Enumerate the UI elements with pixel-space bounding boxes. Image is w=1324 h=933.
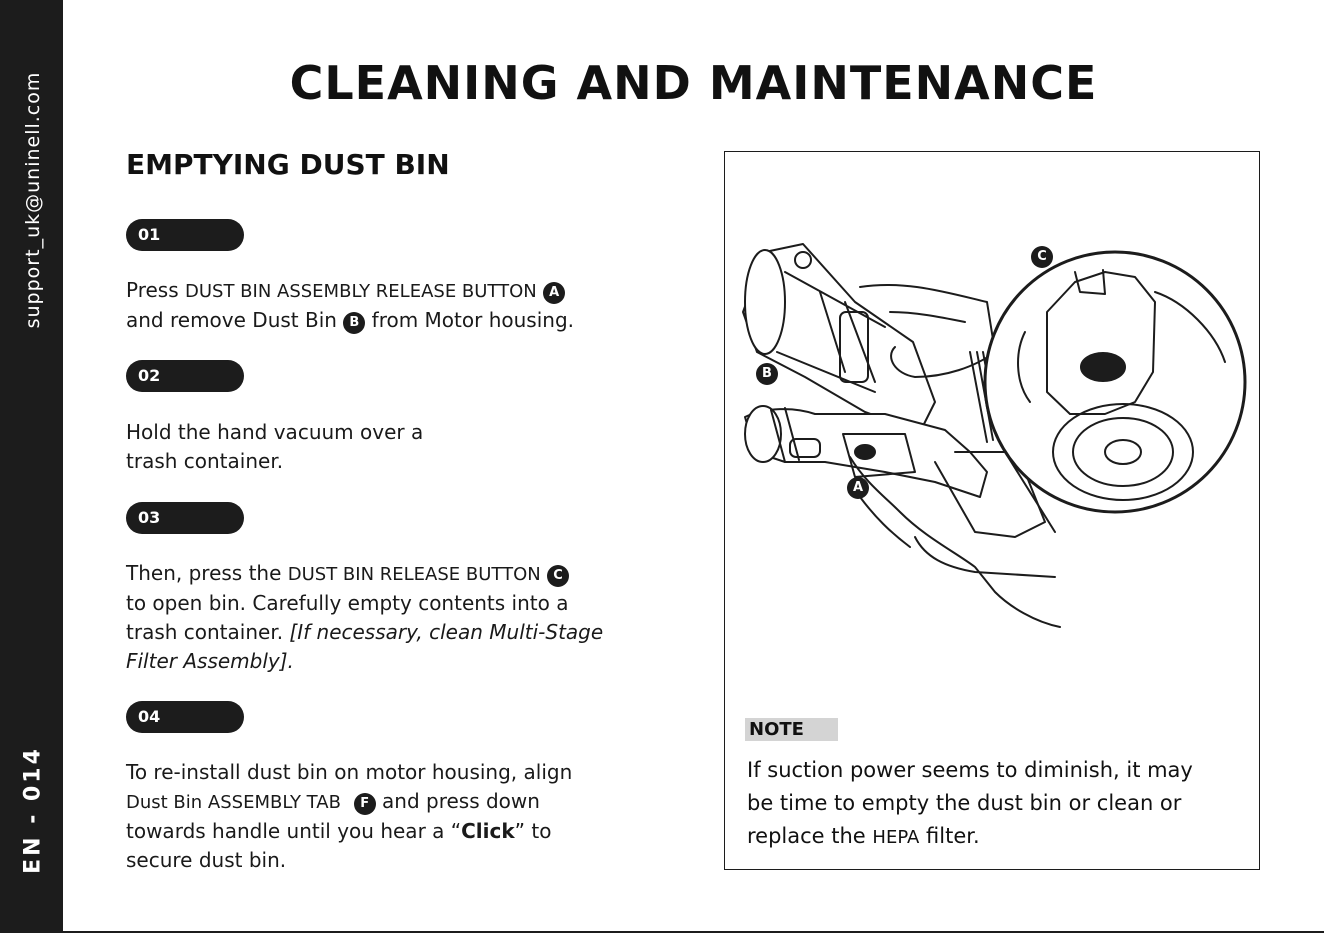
- note-text-part: replace the: [747, 824, 873, 848]
- callout-a-icon: A: [543, 282, 565, 304]
- step-text-part: ” to: [514, 819, 552, 843]
- callout-c-icon: C: [547, 565, 569, 587]
- step-text-part: Dust Bin: [126, 792, 208, 813]
- step-04-line-3: [126, 817, 572, 846]
- note-label: NOTE: [745, 718, 838, 741]
- figure-box: [724, 151, 1260, 870]
- step-text-part: ASSEMBLY TAB: [207, 792, 341, 813]
- note-line-3: [747, 820, 1227, 854]
- step-02-line-1: Hold the hand vacuum over a: [126, 420, 424, 444]
- step-03-line-3: [126, 618, 603, 647]
- step-text-part: and press down: [375, 789, 540, 813]
- step-number-02: 02: [126, 360, 244, 392]
- callout-f-icon: F: [354, 793, 376, 815]
- step-text-part: towards handle until you hear a “: [126, 819, 462, 843]
- step-03-line-4: Filter Assembly].: [126, 649, 294, 673]
- callout-a-label: A: [847, 477, 869, 499]
- page-title: CLEANING AND MAINTENANCE: [289, 56, 1098, 110]
- step-number-03: 03: [126, 502, 244, 534]
- sidebar: [0, 0, 63, 933]
- step-text-part: trash container.: [126, 620, 290, 644]
- step-01-line-2: [126, 306, 574, 335]
- step-04-text: [126, 758, 572, 875]
- note-line-1: If suction power seems to diminish, it may: [747, 758, 1193, 782]
- section-title: EMPTYING DUST BIN: [126, 148, 450, 181]
- step-01-text: [126, 276, 574, 335]
- callout-b-label: B: [756, 363, 778, 385]
- note-line-2: be time to empty the dust bin or clean or: [747, 791, 1182, 815]
- vacuum-illustration: [725, 152, 1258, 712]
- step-text-part: [If necessary, clean Multi-Stage: [289, 620, 604, 644]
- note-text: [747, 754, 1227, 854]
- note-text-part: filter.: [919, 824, 980, 848]
- step-text-part: DUST BIN RELEASE BUTTON: [287, 564, 541, 585]
- step-text-part: DUST BIN ASSEMBLY RELEASE BUTTON: [185, 281, 537, 302]
- step-02-text: [126, 418, 423, 476]
- step-04-line-4: secure dust bin.: [126, 848, 287, 872]
- step-number-04: 04: [126, 701, 244, 733]
- callout-b-icon: B: [343, 312, 365, 334]
- note-text-part: HEPA: [872, 827, 920, 848]
- step-text-part: Then, press the: [126, 561, 288, 585]
- step-03-line-2: to open bin. Carefully empty contents into a: [126, 591, 569, 615]
- step-02-line-2: trash container.: [126, 449, 284, 473]
- callout-c-label: C: [1031, 246, 1053, 268]
- step-01-line-1: [126, 276, 574, 306]
- step-text-part: Click: [461, 819, 515, 843]
- step-text-part: Press: [126, 278, 185, 302]
- step-03-text: [126, 559, 603, 676]
- step-04-line-2: [126, 787, 572, 817]
- step-text-part: and remove Dust Bin: [126, 308, 344, 332]
- page-label: EN - 014: [20, 746, 46, 874]
- step-number-01: 01: [126, 219, 244, 251]
- support-email: support_uk@uninell.com: [22, 71, 44, 329]
- step-04-line-1: To re-install dust bin on motor housing, align: [126, 760, 573, 784]
- step-03-line-1: [126, 559, 603, 589]
- step-text-part: from Motor housing.: [365, 308, 574, 332]
